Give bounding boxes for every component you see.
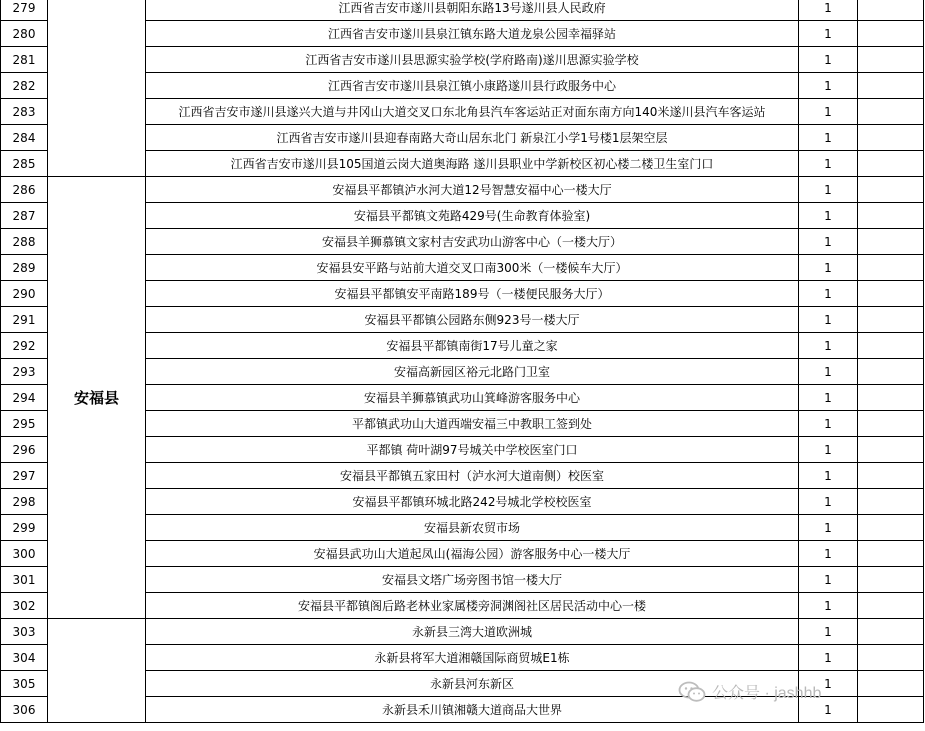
row-number: 295 [1,411,48,437]
row-number: 294 [1,385,48,411]
row-number: 282 [1,73,48,99]
count-cell: 1 [799,203,858,229]
table-row [1,0,924,21]
row-number: 280 [1,21,48,47]
blank-cell [858,385,924,411]
count-cell: 1 [799,229,858,255]
count-cell: 1 [799,177,858,203]
count-cell: 1 [799,671,858,697]
blank-cell [858,645,924,671]
count-cell: 1 [799,151,858,177]
row-number: 287 [1,203,48,229]
row-number: 296 [1,437,48,463]
watermark-text: 公众号 · jashhb [712,685,822,702]
address-cell: 安福县平都镇公园路东侧923号一楼大厅 [146,307,799,333]
row-number: 286 [1,177,48,203]
count-cell: 1 [799,99,858,125]
blank-cell [858,229,924,255]
table-row [1,177,924,203]
row-number: 285 [1,151,48,177]
count-cell: 1 [799,593,858,619]
table-row [1,619,924,645]
watermark [678,680,821,703]
row-number: 288 [1,229,48,255]
row-number: 292 [1,333,48,359]
address-cell: 安福县平都镇泸水河大道12号智慧安福中心一楼大厅 [146,177,799,203]
blank-cell [858,151,924,177]
count-cell: 1 [799,463,858,489]
blank-cell [858,307,924,333]
wechat-icon [678,681,706,703]
address-cell: 安福高新园区裕元北路门卫室 [146,359,799,385]
count-cell: 1 [799,437,858,463]
blank-cell [858,411,924,437]
blank-cell [858,73,924,99]
row-number: 283 [1,99,48,125]
address-cell: 安福县平都镇五家田村（泸水河大道南侧）校医室 [146,463,799,489]
row-number: 293 [1,359,48,385]
blank-cell [858,437,924,463]
row-number: 290 [1,281,48,307]
count-cell: 1 [799,697,858,723]
row-number: 301 [1,567,48,593]
address-cell: 江西省吉安市遂川县朝阳东路13号遂川县人民政府 [146,0,799,21]
count-cell: 1 [799,0,858,21]
row-number: 304 [1,645,48,671]
row-number: 291 [1,307,48,333]
count-cell: 1 [799,47,858,73]
blank-cell [858,489,924,515]
count-cell: 1 [799,359,858,385]
blank-cell [858,541,924,567]
blank-cell [858,463,924,489]
address-cell: 平都镇 荷叶湖97号城关中学校医室门口 [146,437,799,463]
address-cell: 永新县三湾大道欧洲城 [146,619,799,645]
count-cell: 1 [799,281,858,307]
blank-cell [858,99,924,125]
address-cell: 安福县平都镇文苑路429号(生命教育体验室) [146,203,799,229]
count-cell: 1 [799,385,858,411]
count-cell: 1 [799,125,858,151]
count-cell: 1 [799,489,858,515]
row-number: 297 [1,463,48,489]
address-cell: 永新县河东新区 [146,671,799,697]
blank-cell [858,125,924,151]
blank-cell [858,255,924,281]
blank-cell [858,333,924,359]
count-cell: 1 [799,645,858,671]
address-cell: 江西省吉安市遂川县迎春南路大奇山居东北门 新泉江小学1号楼1层架空层 [146,125,799,151]
count-cell: 1 [799,307,858,333]
row-number: 289 [1,255,48,281]
blank-cell [858,593,924,619]
address-cell: 江西省吉安市遂川县泉江镇东路大道龙泉公园幸福驿站 [146,21,799,47]
count-cell: 1 [799,21,858,47]
address-cell: 安福县羊狮慕镇武功山箕峰游客服务中心 [146,385,799,411]
blank-cell [858,177,924,203]
address-cell: 江西省吉安市遂川县思源实验学校(学府路南)遂川思源实验学校 [146,47,799,73]
count-cell: 1 [799,541,858,567]
blank-cell [858,671,924,697]
address-cell: 安福县羊狮慕镇文家村吉安武功山游客中心（一楼大厅） [146,229,799,255]
blank-cell [858,359,924,385]
blank-cell [858,47,924,73]
row-number: 306 [1,697,48,723]
county-cell [48,0,146,177]
address-cell: 江西省吉安市遂川县遂兴大道与井冈山大道交叉口东北角县汽车客运站正对面东南方向140米遂川县汽车客运站 [146,99,799,125]
row-number: 305 [1,671,48,697]
count-cell: 1 [799,333,858,359]
blank-cell [858,515,924,541]
table-body [1,0,924,723]
row-number: 302 [1,593,48,619]
address-cell: 永新县将军大道湘赣国际商贸城E1栋 [146,645,799,671]
count-cell: 1 [799,567,858,593]
blank-cell [858,281,924,307]
blank-cell [858,203,924,229]
address-cell: 安福县平都镇阁后路老林业家属楼旁洞渊阁社区居民活动中心一楼 [146,593,799,619]
county-cell: 安福县 [48,177,146,619]
address-cell: 安福县文塔广场旁图书馆一楼大厅 [146,567,799,593]
blank-cell [858,0,924,21]
county-cell [48,619,146,723]
count-cell: 1 [799,411,858,437]
row-number: 300 [1,541,48,567]
count-cell: 1 [799,515,858,541]
blank-cell [858,21,924,47]
address-cell: 安福县新农贸市场 [146,515,799,541]
row-number: 303 [1,619,48,645]
address-cell: 安福县平都镇环城北路242号城北学校校医室 [146,489,799,515]
row-number: 299 [1,515,48,541]
address-cell: 江西省吉安市遂川县泉江镇小康路遂川县行政服务中心 [146,73,799,99]
address-cell: 永新县禾川镇湘赣大道商品大世界 [146,697,799,723]
address-cell: 平都镇武功山大道西端安福三中教职工签到处 [146,411,799,437]
blank-cell [858,619,924,645]
row-number: 284 [1,125,48,151]
row-number: 281 [1,47,48,73]
count-cell: 1 [799,619,858,645]
address-cell: 安福县安平路与站前大道交叉口南300米（一楼候车大厅） [146,255,799,281]
row-number: 279 [1,0,48,21]
blank-cell [858,567,924,593]
address-cell: 安福县武功山大道起凤山(福海公园）游客服务中心一楼大厅 [146,541,799,567]
address-cell: 安福县平都镇南街17号儿童之家 [146,333,799,359]
address-cell: 江西省吉安市遂川县105国道云岗大道奥海路 遂川县职业中学新校区初心楼二楼卫生室门口 [146,151,799,177]
count-cell: 1 [799,73,858,99]
count-cell: 1 [799,255,858,281]
row-number: 298 [1,489,48,515]
blank-cell [858,697,924,723]
address-cell: 安福县平都镇安平南路189号（一楼便民服务大厅） [146,281,799,307]
